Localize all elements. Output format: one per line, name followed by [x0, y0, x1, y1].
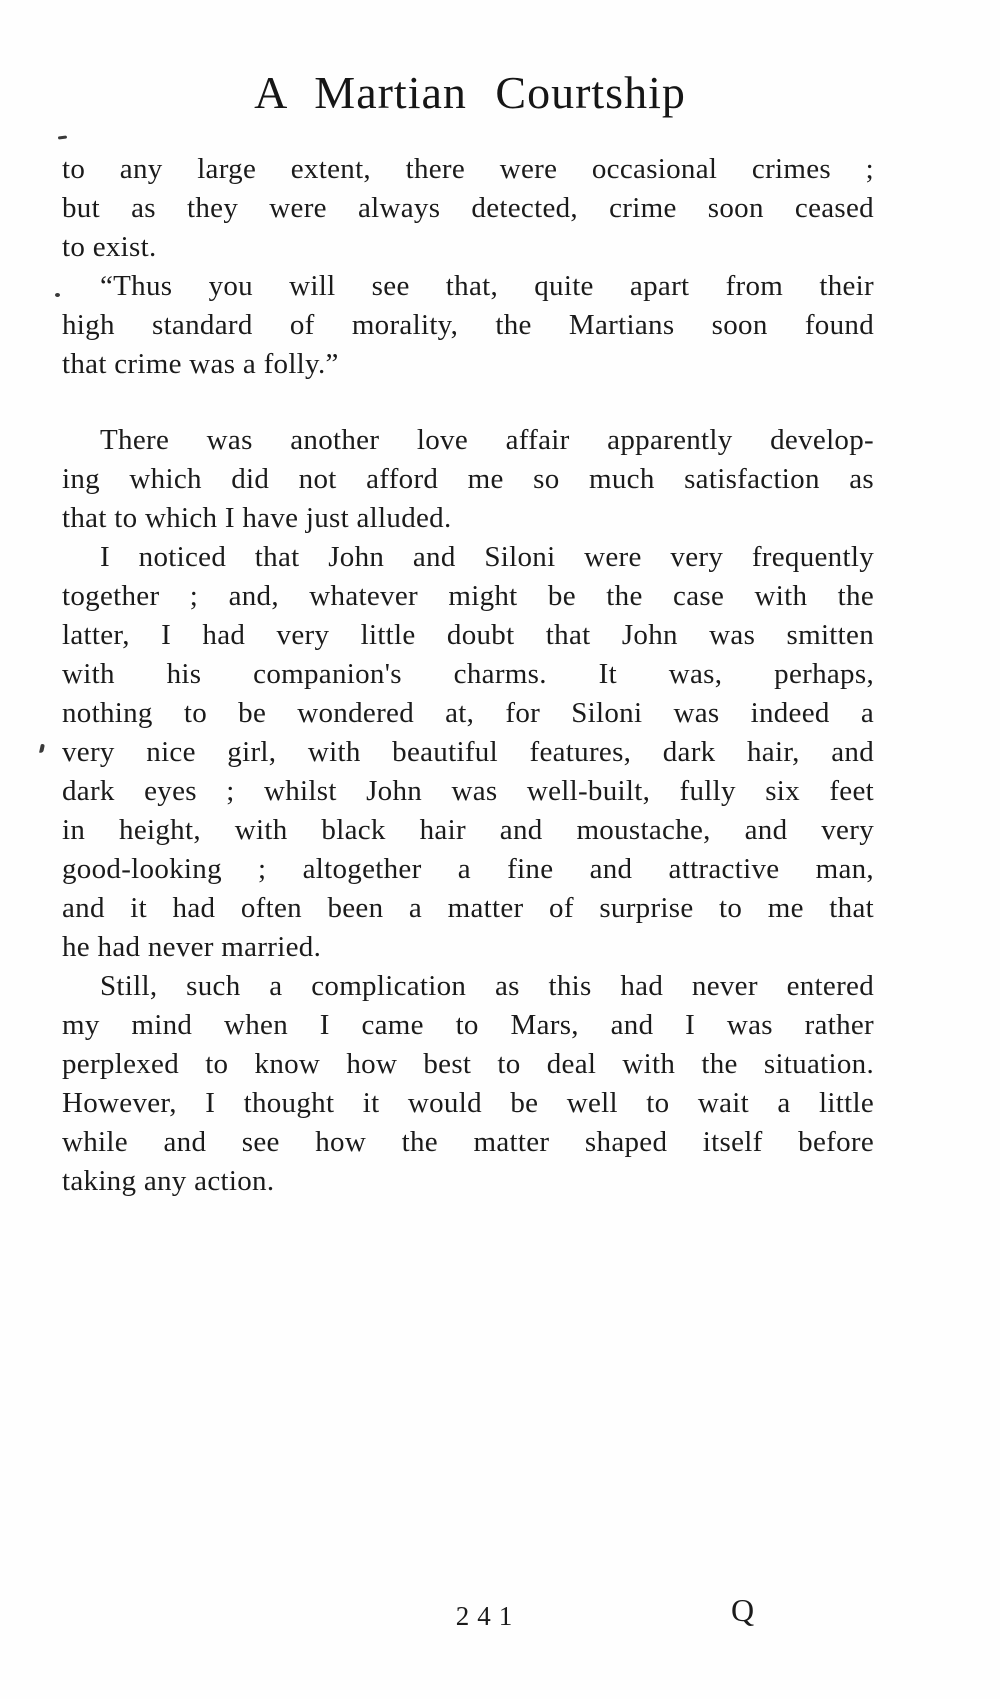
scan-artifact	[39, 744, 45, 754]
text-line: dark eyes ; whilst John was well-built, fully six feet	[62, 775, 874, 807]
text-line: that crime was a folly.”	[62, 348, 339, 380]
text-line: in height, with black hair and moustache, and very	[62, 814, 874, 846]
text-line: to any large extent, there were occasional crimes ;	[62, 153, 874, 185]
text-line: together ; and, whatever might be the case with the	[62, 580, 874, 612]
text-line: but as they were always detected, crime soon ceased	[62, 192, 874, 224]
text-line: he had never married.	[62, 931, 322, 963]
text-line: ing which did not afford me so much satisfaction as	[62, 463, 874, 495]
text-line: high standard of morality, the Martians soon found	[62, 309, 874, 341]
text-line: and it had often been a matter of surprise to me that	[62, 892, 874, 924]
signature-mark: Q	[731, 1592, 755, 1628]
body-text	[62, 150, 874, 1201]
scan-artifact	[55, 293, 60, 297]
text-line: There was another love affair apparently develop-	[100, 424, 874, 456]
page-number: 241	[455, 1601, 521, 1631]
text-line: However, I thought it would be well to wait a little	[62, 1087, 874, 1119]
text-line: my mind when I came to Mars, and I was rather	[62, 1009, 874, 1041]
text-line: “Thus you will see that, quite apart from their	[100, 270, 874, 302]
text-line: perplexed to know how best to deal with the situation.	[62, 1048, 874, 1080]
text-line: that to which I have just alluded.	[62, 502, 452, 534]
paragraph-john-siloni	[62, 538, 874, 967]
text-line: very nice girl, with beautiful features, dark hair, and	[62, 736, 874, 768]
paragraph-complication	[62, 967, 874, 1201]
text-line: good-looking ; altogether a fine and attractive man,	[62, 853, 874, 885]
scan-artifact	[58, 135, 67, 139]
text-line: to exist.	[62, 231, 157, 263]
text-line: taking any action.	[62, 1165, 275, 1197]
text-line: Still, such a complication as this had never entered	[100, 970, 874, 1002]
paragraph-quote	[62, 267, 874, 384]
paragraph-love-affair	[62, 421, 874, 538]
text-line: while and see how the matter shaped itself before	[62, 1126, 874, 1158]
text-line: latter, I had very little doubt that John was smitten	[62, 619, 874, 651]
text-line: I noticed that John and Siloni were very frequently	[100, 541, 874, 573]
text-line: nothing to be wondered at, for Siloni was indeed a	[62, 697, 874, 729]
text-line: with his companion's charms. It was, perhaps,	[62, 658, 874, 690]
paragraph-crime	[62, 150, 874, 267]
page-title: A Martian Courtship	[254, 67, 686, 118]
